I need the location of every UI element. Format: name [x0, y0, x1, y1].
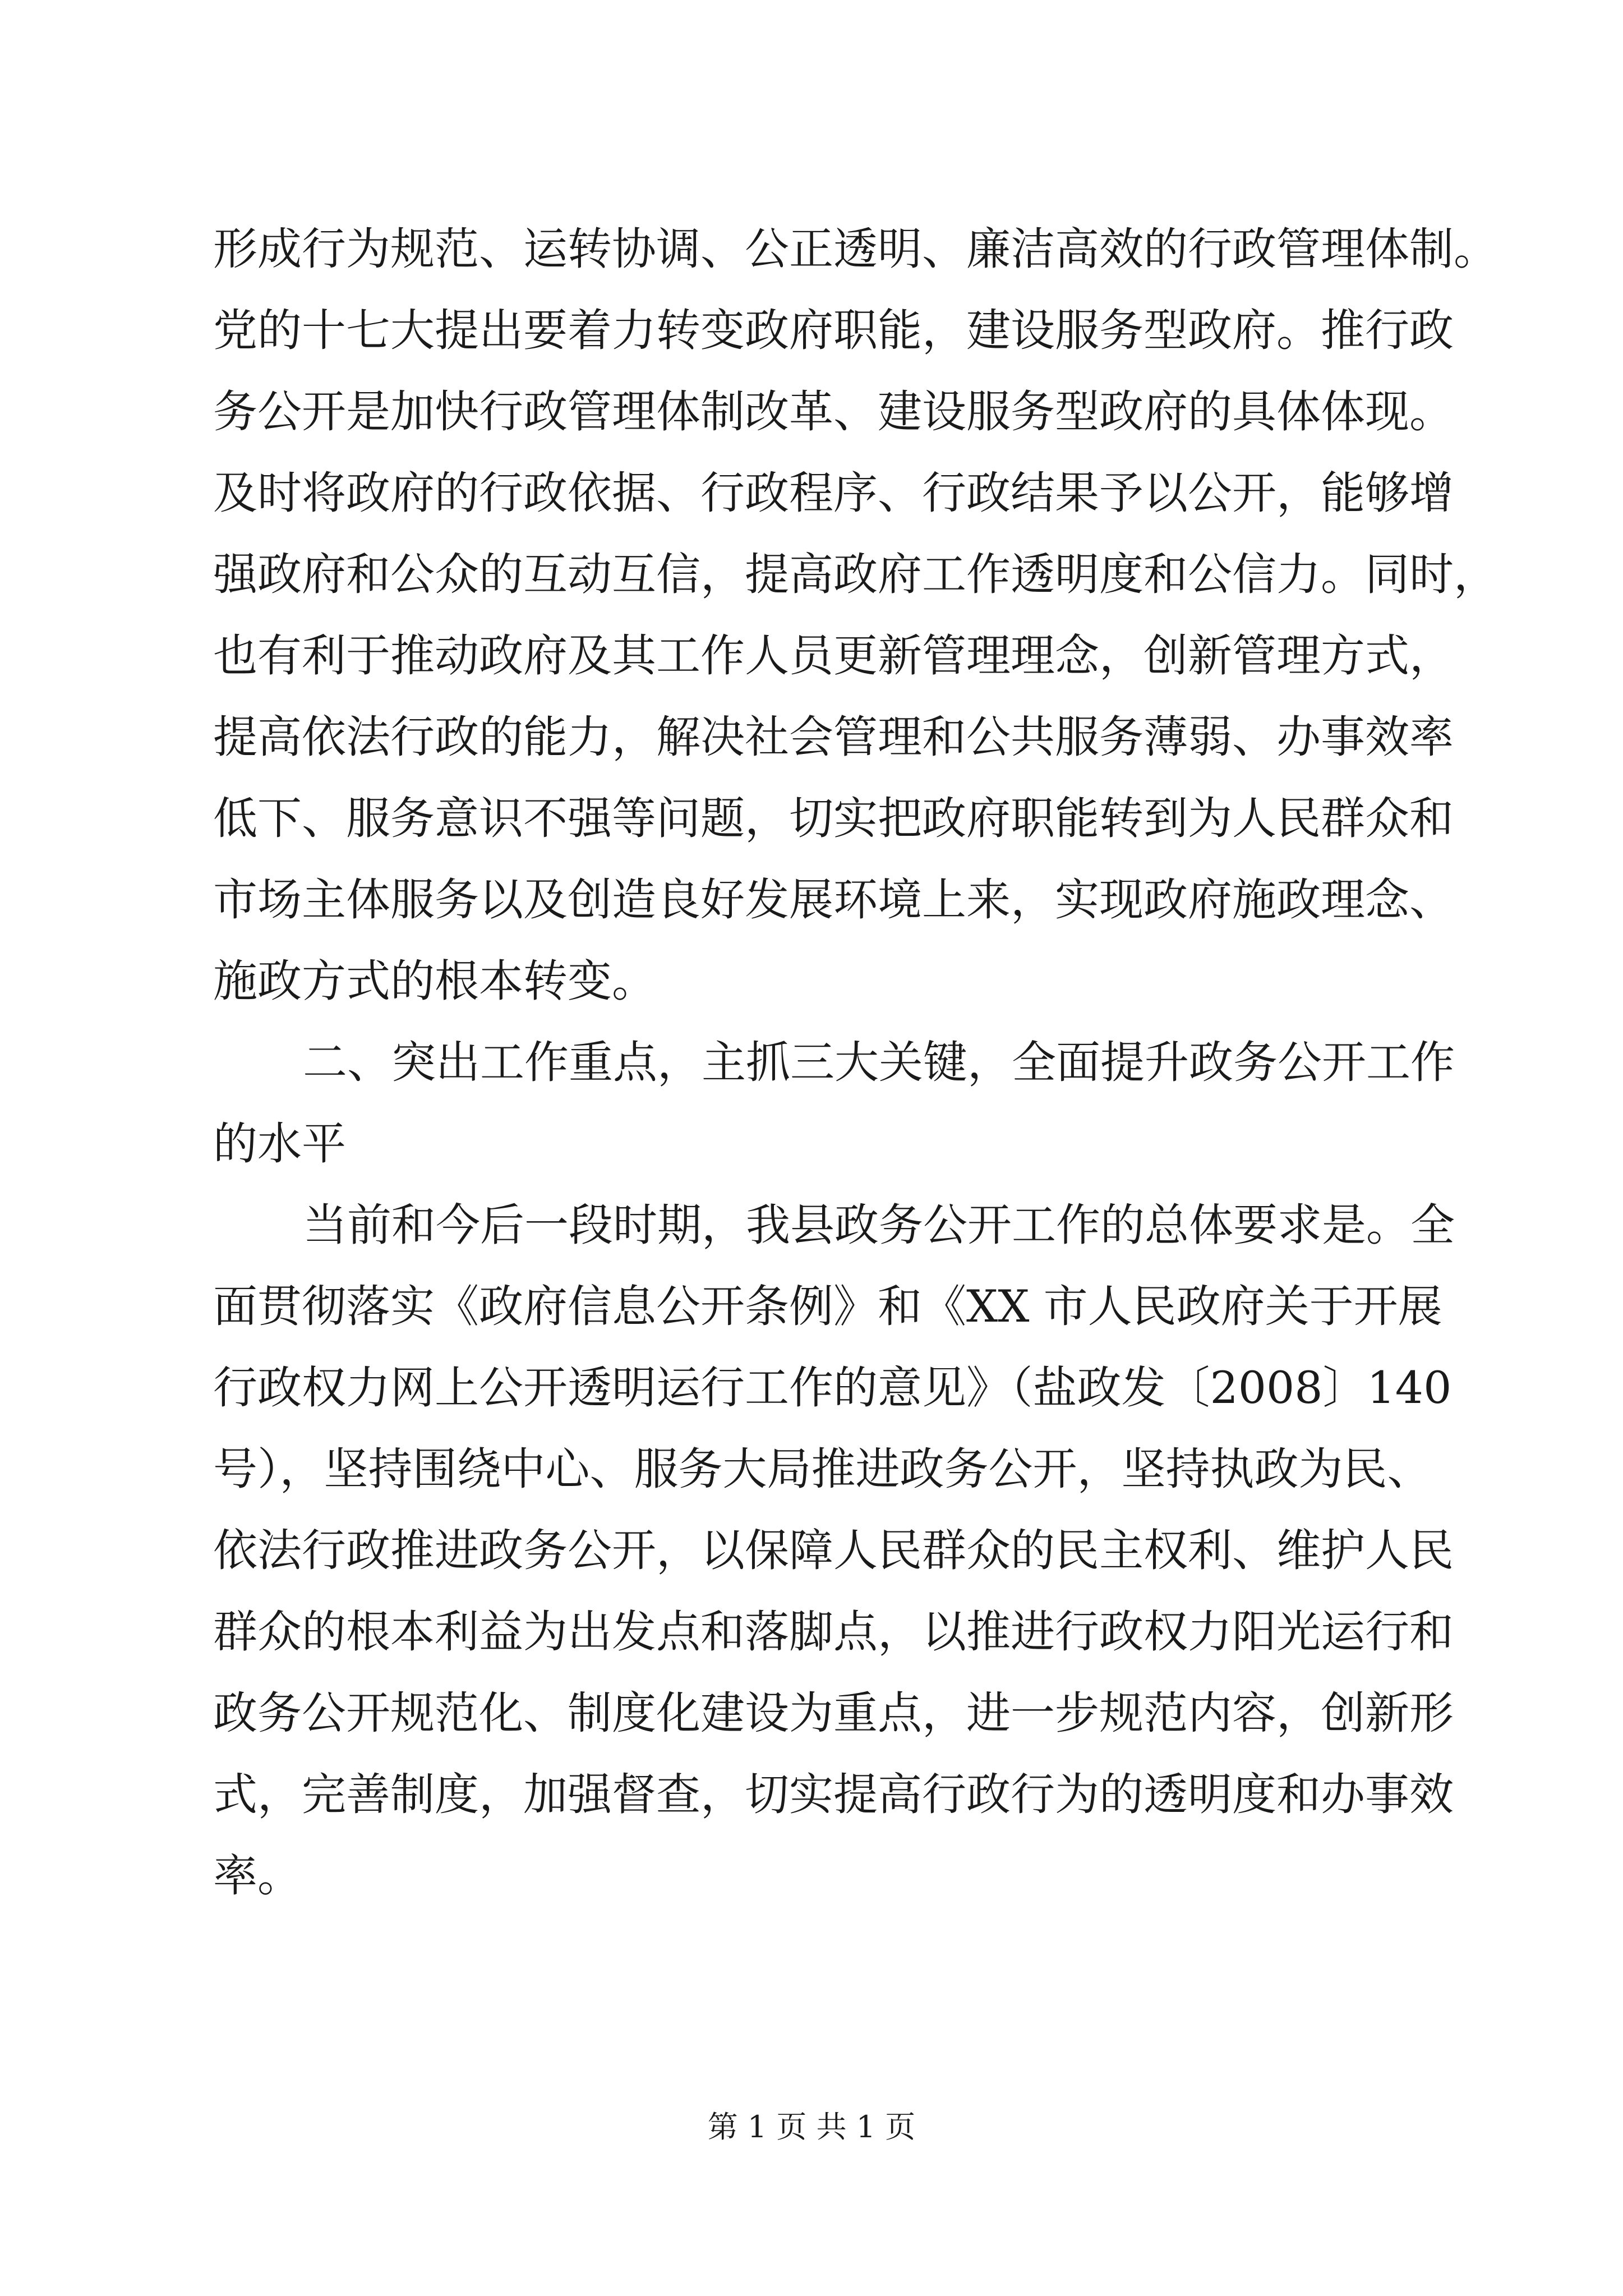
- section-heading-line-2: 的水平: [213, 1118, 346, 1170]
- text-line-20: 式，完善制度，加强督查，切实提高行政行为的透明度和办事效: [213, 1769, 1454, 1820]
- text-line-9: 市场主体服务以及创造良好发展环境上来，实现政府施政理念、: [213, 874, 1454, 926]
- text-line-15: 行政权力网上公开透明运行工作的意见》（盐政发〔2008〕140: [213, 1362, 1452, 1414]
- text-line-6: 也有利于推动政府及其工作人员更新管理理念，创新管理方式，: [213, 630, 1454, 682]
- text-line-7: 提高依法行政的能力，解决社会管理和公共服务薄弱、办事效率: [213, 711, 1454, 763]
- text-line-4: 及时将政府的行政依据、行政程序、行政结果予以公开，能够增: [213, 467, 1454, 519]
- text-line-14: 面贯彻落实《政府信息公开条例》和《XX 市人民政府关于开展: [213, 1281, 1442, 1332]
- text-line-21: 率。: [213, 1850, 302, 1902]
- text-line-17: 依法行政推进政务公开，以保障人民群众的民主权利、维护人民: [213, 1525, 1454, 1576]
- text-line-13: 当前和今后一段时期，我县政务公开工作的总体要求是。全: [303, 1199, 1455, 1251]
- text-line-2: 党的十七大提出要着力转变政府职能，建设服务型政府。推行政: [213, 305, 1454, 356]
- text-line-10: 施政方式的根本转变。: [213, 955, 656, 1007]
- text-line-3: 务公开是加快行政管理体制改革、建设服务型政府的具体体现。: [213, 386, 1454, 438]
- text-line-18: 群众的根本利益为出发点和落脚点，以推进行政权力阳光运行和: [213, 1606, 1454, 1658]
- text-line-1: 形成行为规范、运转协调、公正透明、廉洁高效的行政管理体制。: [213, 223, 1498, 275]
- section-heading-line-1: 二、突出工作重点，主抓三大关键，全面提升政务公开工作: [303, 1037, 1455, 1088]
- text-line-8: 低下、服务意识不强等问题，切实把政府职能转到为人民群众和: [213, 793, 1454, 844]
- page-number-footer: 第 1 页 共 1 页: [707, 2109, 916, 2145]
- text-line-5: 强政府和公众的互动互信，提高政府工作透明度和公信力。同时，: [213, 549, 1498, 600]
- text-line-16: 号），坚持围绕中心、服务大局推进政务公开，坚持执政为民、: [213, 1443, 1432, 1495]
- text-line-19: 政务公开规范化、制度化建设为重点，进一步规范内容，创新形: [213, 1687, 1454, 1739]
